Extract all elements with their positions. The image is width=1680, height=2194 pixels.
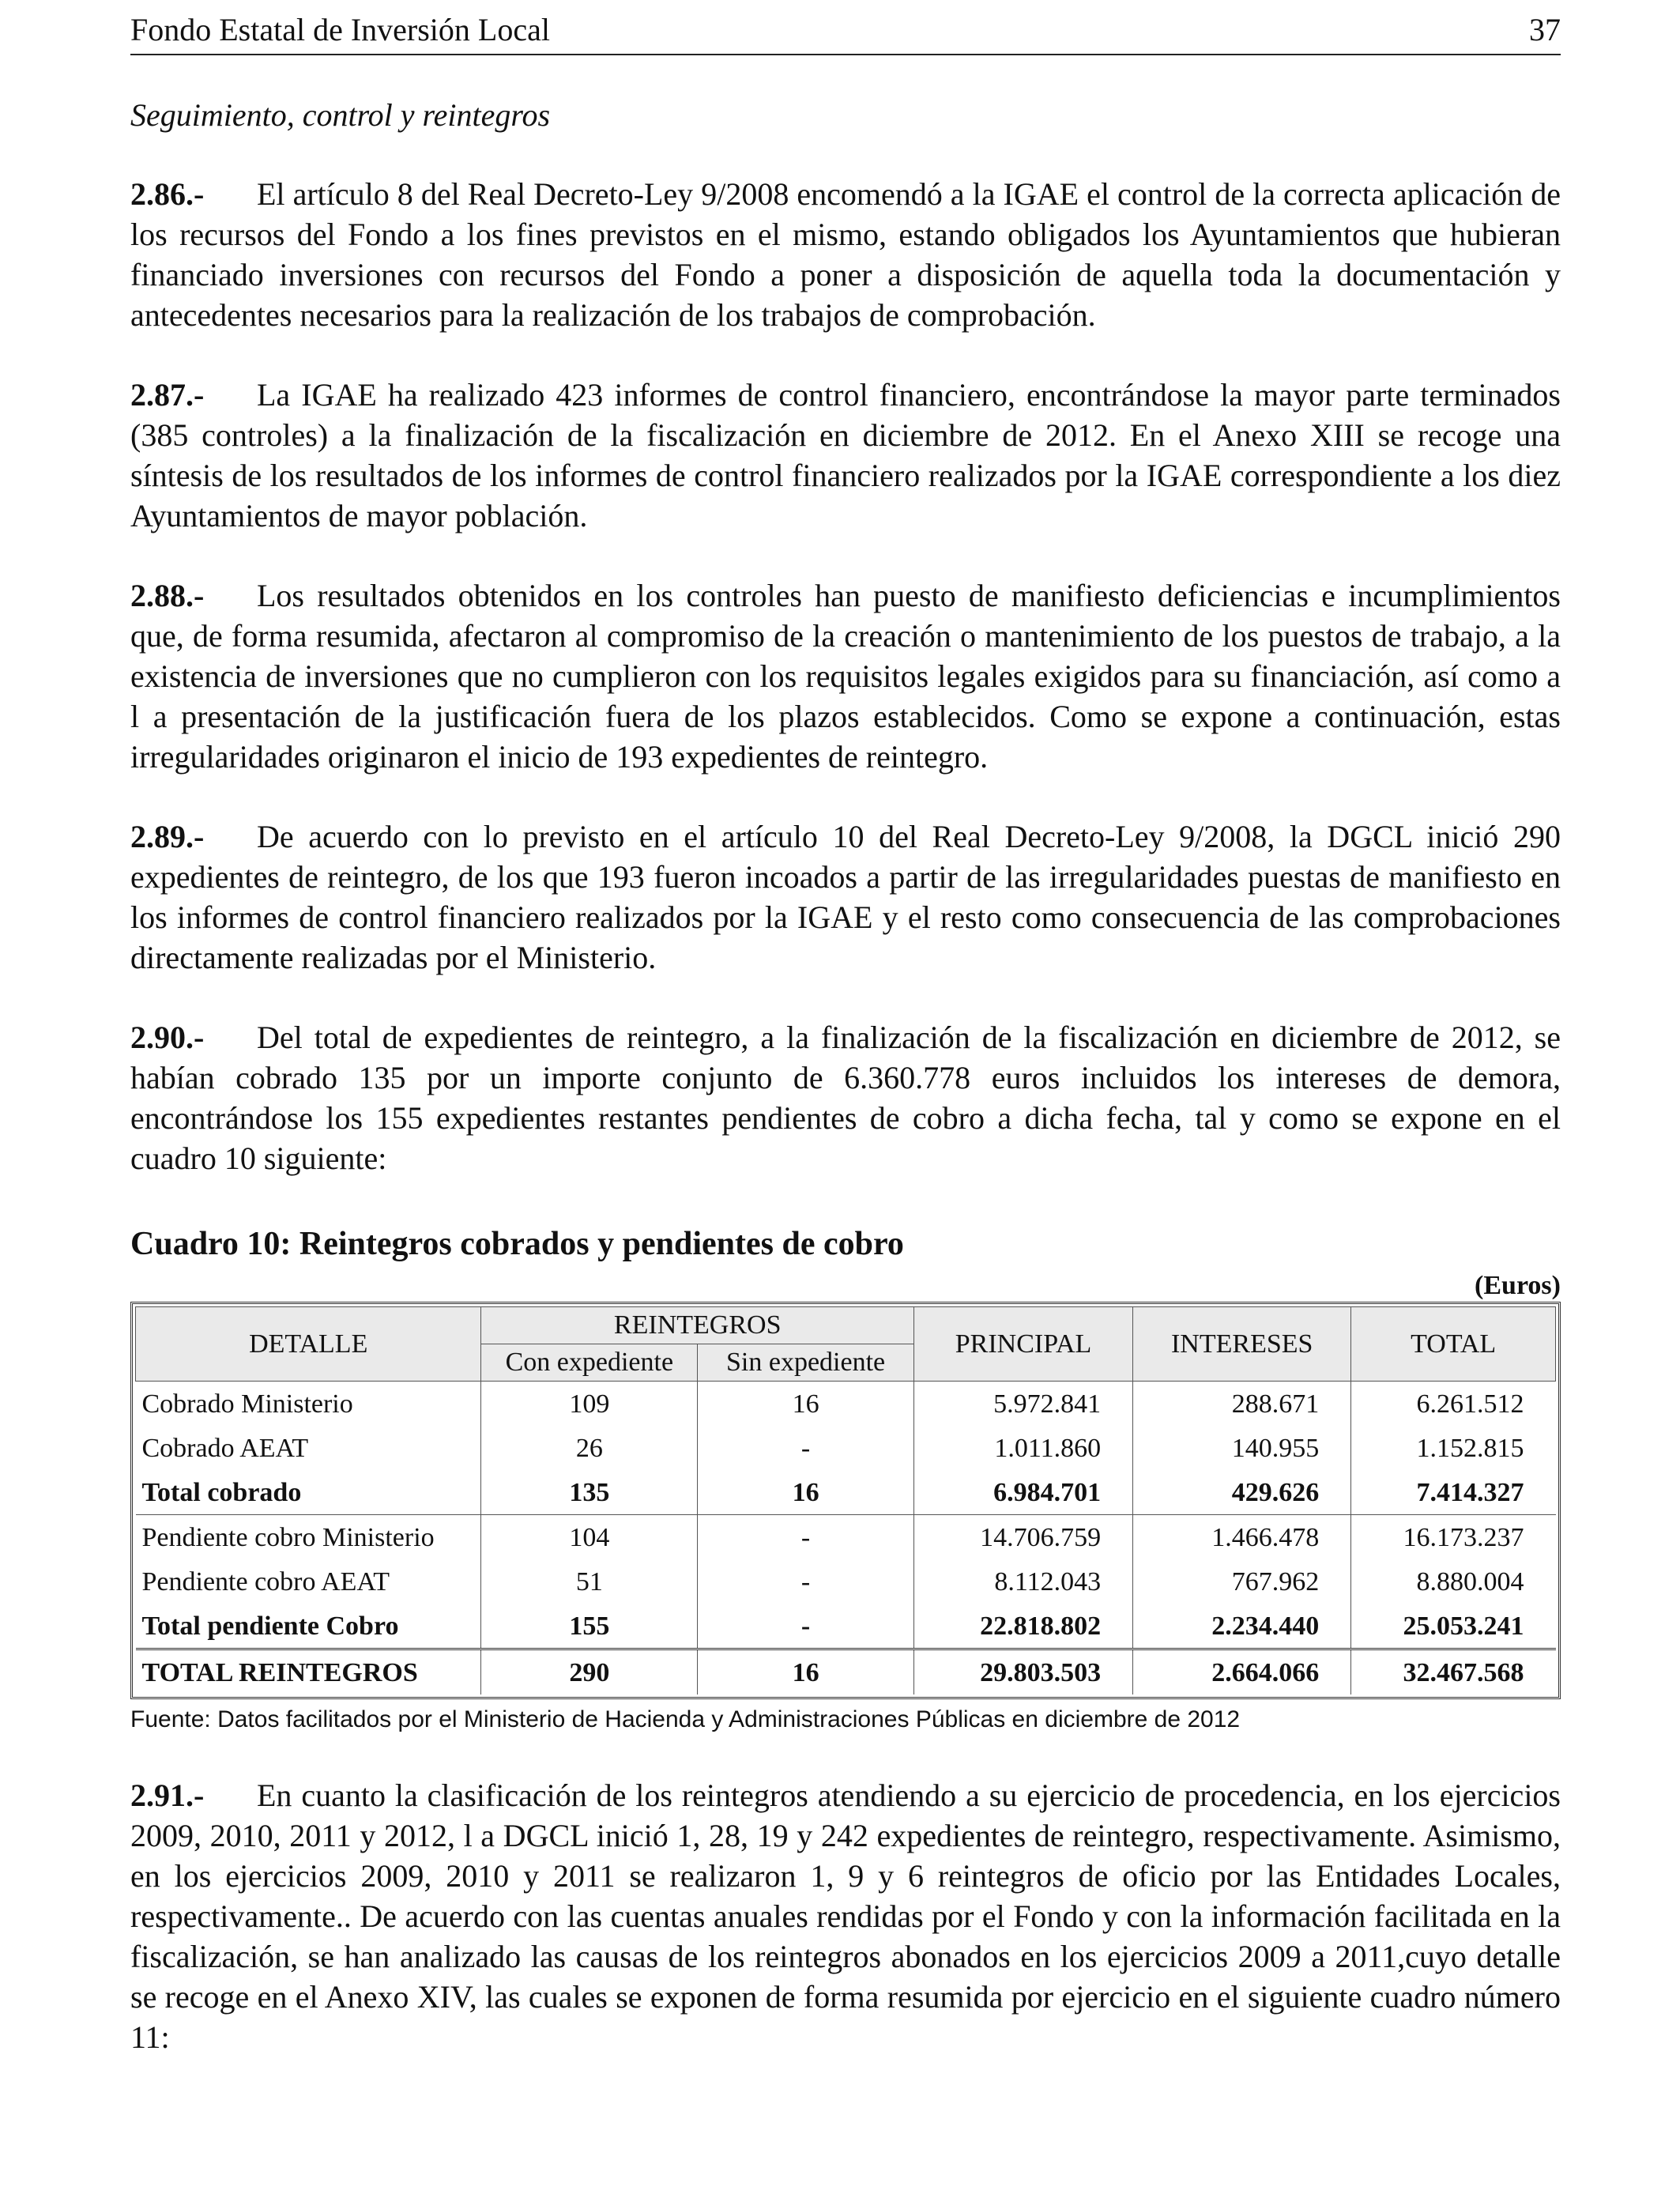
cell-intereses: 1.466.478 — [1133, 1515, 1351, 1560]
paragraph-text: La IGAE ha realizado 423 informes de control financiero, encontrándose la mayor parte terminados (385 controles) a la finalización de la fiscalización en diciembre de 2012. En el Anexo XIII se recoge una síntesis de los resultados de los informes de control financiero realizados por la IGAE correspondiente a los diez Ayuntamientos de mayor población. — [130, 377, 1561, 533]
table-row — [136, 1382, 1556, 1427]
cell-sin: - — [698, 1559, 914, 1604]
table-row-subtotal — [136, 1604, 1556, 1649]
cell-con: 290 — [481, 1649, 698, 1695]
cell-detalle: Pendiente cobro AEAT — [136, 1559, 481, 1604]
table-row-subtotal — [136, 1470, 1556, 1515]
cell-detalle: Total cobrado — [136, 1470, 481, 1515]
cell-sin: - — [698, 1426, 914, 1470]
paragraph-number: 2.88.- — [130, 578, 205, 613]
header-reintegros: REINTEGROS — [481, 1307, 913, 1344]
paragraph-text: Del total de expedientes de reintegro, a la finalización de la fiscalización en diciembre de 2012, se habían cobrado 135 por un importe conjunto de 6.360.778 euros incluidos los intereses de demora, encontrándose los 155 expedientes restantes pendientes de cobro a dicha fecha, tal y como se expone en el cuadro 10 siguiente: — [130, 1020, 1561, 1176]
header-con-expediente: Con expediente — [481, 1344, 698, 1382]
paragraph-2-86 — [130, 174, 1561, 335]
cell-con: 135 — [481, 1470, 698, 1515]
reintegros-table — [135, 1306, 1556, 1695]
cell-sin: 16 — [698, 1382, 914, 1427]
cell-intereses: 140.955 — [1133, 1426, 1351, 1470]
paragraph-number: 2.91.- — [130, 1777, 205, 1813]
cell-detalle: Cobrado AEAT — [136, 1426, 481, 1470]
cell-principal: 14.706.759 — [913, 1515, 1132, 1560]
cell-principal: 1.011.860 — [913, 1426, 1132, 1470]
cell-con: 26 — [481, 1426, 698, 1470]
cell-sin: 16 — [698, 1649, 914, 1695]
cell-intereses: 288.671 — [1133, 1382, 1351, 1427]
paragraph-2-89 — [130, 816, 1561, 978]
cell-con: 155 — [481, 1604, 698, 1649]
cell-con: 51 — [481, 1559, 698, 1604]
paragraph-number: 2.89.- — [130, 819, 205, 854]
cell-sin: - — [698, 1515, 914, 1560]
header-principal: PRINCIPAL — [913, 1307, 1132, 1382]
section-title: Seguimiento, control y reintegros — [130, 97, 551, 133]
header-detalle: DETALLE — [136, 1307, 481, 1382]
table-row — [136, 1426, 1556, 1470]
header-sin-expediente: Sin expediente — [698, 1344, 914, 1382]
cell-detalle: Cobrado Ministerio — [136, 1382, 481, 1427]
header-title: Fondo Estatal de Inversión Local — [130, 12, 550, 47]
cell-detalle: Pendiente cobro Ministerio — [136, 1515, 481, 1560]
cell-con: 109 — [481, 1382, 698, 1427]
table-caption: Cuadro 10: Reintegros cobrados y pendientes de cobro — [130, 1226, 904, 1262]
cell-total: 7.414.327 — [1416, 1478, 1524, 1507]
header-total: TOTAL — [1351, 1307, 1556, 1382]
cell-intereses: 2.664.066 — [1133, 1649, 1351, 1695]
paragraph-number: 2.86.- — [130, 176, 205, 212]
cell-total: 32.467.568 — [1351, 1649, 1556, 1695]
table-source-note: Fuente: Datos facilitados por el Ministerio de Hacienda y Administraciones Públicas en diciembre de 2012 — [130, 1706, 1241, 1732]
table-row-total — [136, 1649, 1556, 1695]
table-unit: (Euros) — [1475, 1271, 1561, 1300]
paragraph-text: El artículo 8 del Real Decreto-Ley 9/2008 encomendó a la IGAE el control de la correcta aplicación de los recursos del Fondo a los fines previstos en el mismo, estando obligados los Ayuntamientos que hubieran financiado inversiones con recursos del Fondo a poner a disposición de aquella toda la documentación y antecedentes necesarios para la realización de los trabajos de comprobación. — [130, 176, 1561, 333]
cell-principal: 5.972.841 — [913, 1382, 1132, 1427]
cell-intereses: 429.626 — [1133, 1470, 1351, 1515]
cell-principal: 22.818.802 — [913, 1604, 1132, 1649]
cell-principal: 29.803.503 — [913, 1649, 1132, 1695]
header-intereses: INTERESES — [1133, 1307, 1351, 1382]
paragraph-number: 2.90.- — [130, 1020, 205, 1055]
cell-total: 25.053.241 — [1403, 1612, 1524, 1641]
cell-con: 104 — [481, 1515, 698, 1560]
paragraph-text: Los resultados obtenidos en los controles han puesto de manifiesto deficiencias e incumplimientos que, de forma resumida, afectaron al compromiso de la creación o mantenimiento de los puestos de trabajo, a la existencia de inversiones que no cumplieron con los requisitos legales exigidos para su financiación, así como a l a presentación de la justificación fuera de los plazos establecidos. Como se expone a continuación, estas irregularidades originaron el inicio de 193 expedientes de reintegro. — [130, 578, 1561, 775]
paragraph-number: 2.87.- — [130, 377, 205, 413]
table-row — [136, 1515, 1556, 1560]
cell-detalle: TOTAL REINTEGROS — [136, 1649, 481, 1695]
cell-principal: 8.112.043 — [913, 1559, 1132, 1604]
document-page — [130, 0, 1561, 2057]
cell-sin: - — [698, 1604, 914, 1649]
cell-principal: 6.984.701 — [913, 1470, 1132, 1515]
cell-total: 8.880.004 — [1416, 1567, 1524, 1596]
cell-intereses: 767.962 — [1133, 1559, 1351, 1604]
cell-total: 1.152.815 — [1416, 1434, 1524, 1463]
paragraph-2-90 — [130, 1017, 1561, 1178]
cell-detalle: Total pendiente Cobro — [136, 1604, 481, 1649]
paragraph-text: En cuanto la clasificación de los reintegros atendiendo a su ejercicio de procedencia, en los ejercicios 2009, 2010, 2011 y 2012, l a DGCL inició 1, 28, 19 y 242 expedientes de reintegro, respectivamente. Asimismo, en los ejercicios 2009, 2010 y 2011 se realizaron 1, 9 y 6 reintegros de oficio por las Entidades Locales, respectivamente.. De acuerdo con las cuentas anuales rendidas por el Fondo y con la información facilitada en la fiscalización, se han analizado las causas de los reintegros abonados en los ejercicios 2009 a 2011,cuyo detalle se recoge en el Anexo XIV, las cuales se exponen de forma resumida por ejercicio en el siguiente cuadro número 11: — [130, 1777, 1561, 2055]
cell-sin: 16 — [698, 1470, 914, 1515]
cell-total: 16.173.237 — [1351, 1515, 1556, 1560]
reintegros-table-frame — [130, 1302, 1561, 1699]
paragraph-2-91 — [130, 1775, 1561, 2057]
page-header — [130, 0, 1561, 55]
page-number: 37 — [1529, 12, 1561, 47]
paragraph-2-88 — [130, 575, 1561, 777]
paragraph-text: De acuerdo con lo previsto en el artículo 10 del Real Decreto-Ley 9/2008, la DGCL inició 290 expedientes de reintegro, de los que 193 fueron incoados a partir de las irregularidades puestas de manifiesto en los informes de control financiero realizados por la IGAE y el resto como consecuencia de las comprobaciones directamente realizadas por el Ministerio. — [130, 819, 1561, 975]
table-row — [136, 1559, 1556, 1604]
cell-intereses: 2.234.440 — [1133, 1604, 1351, 1649]
paragraph-2-87 — [130, 375, 1561, 536]
cell-total: 6.261.512 — [1416, 1389, 1524, 1419]
